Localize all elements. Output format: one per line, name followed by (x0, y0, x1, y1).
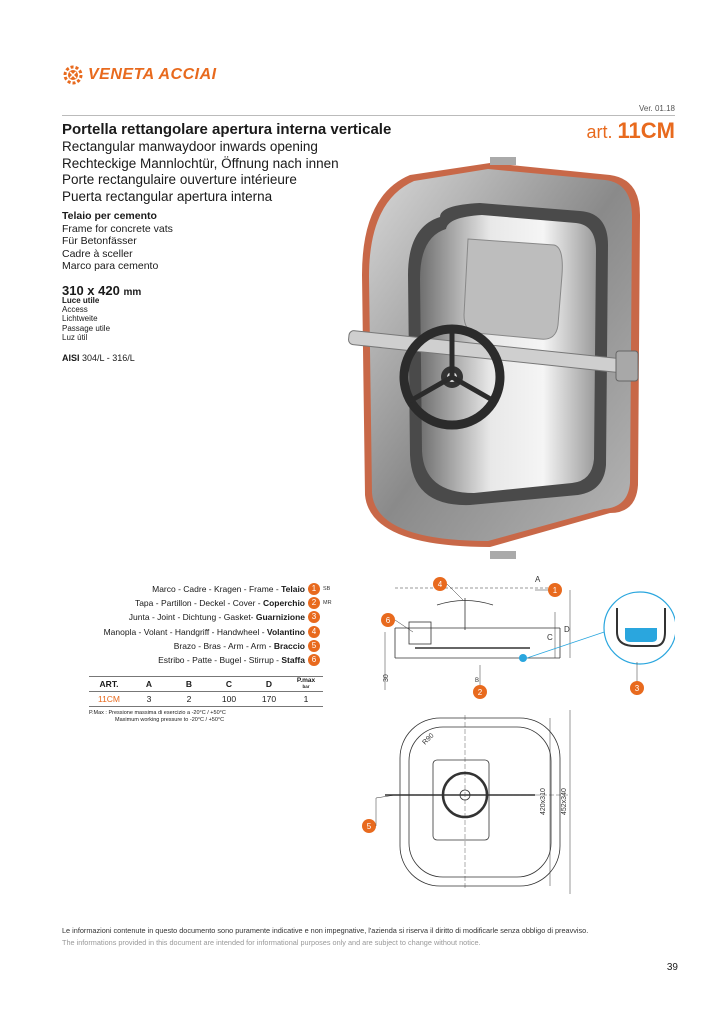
part-row (62, 596, 337, 610)
part-label (135, 598, 305, 608)
article-code (586, 118, 675, 144)
part-row (62, 610, 337, 624)
size-value: 310 x 420 (62, 283, 120, 298)
dim-label-a: A (535, 575, 541, 584)
access-line: Lichtweite (62, 314, 98, 324)
title-de: Rechteckige Mannlochtür, Öffnung nach innen (62, 155, 339, 171)
cell-c: 100 (209, 692, 249, 707)
part-suffix: SB (323, 586, 331, 593)
part-number-badge: 5 (308, 640, 320, 652)
dim-label-b: B (475, 678, 480, 684)
part-label (158, 655, 305, 665)
cell-pmax: 1 (289, 692, 323, 707)
part-name-it: Staffa (281, 655, 305, 666)
part-names: Estribo - Patte - Bugel - Stirrup - (158, 655, 282, 666)
frame-line: Cadre à sceller (62, 247, 133, 260)
part-number-badge: 1 (308, 583, 320, 595)
part-label (129, 612, 305, 622)
part-names: Junta - Joint - Dichtung - Gasket- (128, 612, 256, 623)
part-label (174, 641, 305, 651)
part-name-it: Telaio (281, 584, 305, 595)
pmax-unit: bar (302, 684, 310, 689)
gasket-detail-drawing (604, 592, 675, 664)
version-label: Ver. 01.18 (638, 104, 675, 113)
dim-label-c: C (547, 633, 553, 642)
part-suffix: MR (323, 600, 332, 607)
parts-list (62, 582, 337, 667)
part-row (62, 625, 337, 639)
part-names: Brazo - Bras - Arm - Arm - (173, 640, 274, 651)
disclaimer-it: Le informazioni contenute in questo documento sono puramente indicative e non impegnative, l'azienda si riserva il diritto di modificarle senza obbligo di preavviso. (62, 926, 589, 935)
cell-b: 2 (169, 692, 209, 707)
col-header: A (129, 677, 169, 692)
cell-d: 170 (249, 692, 289, 707)
col-header-pmax (289, 677, 323, 692)
callout-2-text: 2 (477, 688, 483, 697)
part-name-it: Guarnizione (255, 612, 305, 623)
part-label (104, 627, 305, 637)
col-header: ART. (89, 677, 129, 692)
dimensions-table (89, 676, 323, 707)
frame-line: Für Betonfässer (62, 235, 137, 247)
part-label (152, 584, 305, 594)
title-es: Puerta rectangular apertura interna (62, 188, 273, 204)
access-line: Access (62, 305, 88, 315)
material-spec (62, 353, 135, 363)
table-row (89, 692, 323, 707)
part-names: Tapa - Partillon - Deckel - Cover - (134, 598, 263, 609)
gear-logo-icon (62, 64, 84, 86)
part-names: Manopla - Volant - Handgriff - Handwheel - (103, 626, 267, 637)
col-header: D (249, 677, 289, 692)
part-row (62, 639, 337, 653)
part-number-badge: 2 (308, 597, 320, 609)
table-header-row (89, 677, 323, 692)
aisi-value: 304/L - 316/L (82, 353, 135, 363)
callout-5-text: 5 (366, 822, 372, 831)
callout-4-text: 4 (437, 580, 443, 589)
part-names: Marco - Cadre - Kragen - Frame - (152, 584, 282, 595)
gasket-highlight (519, 654, 527, 662)
dim-label-30: 30 (383, 674, 390, 682)
title-it: Portella rettangolare apertura interna verticale (62, 121, 392, 138)
callout-3-text: 3 (634, 684, 640, 693)
product-photo (340, 155, 660, 560)
pressure-note (89, 710, 226, 723)
callout-numbers (367, 580, 640, 831)
col-header: C (209, 677, 249, 692)
part-name-it: Braccio (273, 640, 305, 651)
article-number: 11CM (617, 118, 675, 143)
part-number-badge: 3 (308, 611, 320, 623)
part-name-it: Coperchio (262, 598, 305, 609)
header-divider (62, 115, 675, 116)
frame-type (62, 210, 173, 273)
article-prefix: art. (586, 122, 613, 142)
radius-label: R90 (421, 732, 436, 747)
technical-drawings (355, 570, 675, 900)
cell-a: 3 (129, 692, 169, 707)
frame-line: Frame for concrete vats (62, 222, 173, 235)
access-labels (62, 296, 110, 342)
disclaimer-en: The informations provided in this document are intended for informational purposes only and are subject to change without notice. (62, 938, 481, 947)
dim-label-d: D (564, 625, 570, 634)
dim-label-outer: 452x340 (561, 788, 568, 815)
pressure-note-en: Maximum working pressure to -20°C / +50°C (115, 716, 225, 723)
callout-6-text: 6 (385, 616, 391, 625)
side-section-drawing (385, 588, 570, 690)
brand-logo (62, 64, 217, 86)
part-row (62, 653, 337, 667)
cell-art: 11CM (89, 692, 129, 707)
brand-name: VENETA ACCIAI (88, 66, 217, 83)
part-number-badge: 4 (308, 626, 320, 638)
pressure-note-it: P.Max : Pressione massima di esercizio a -20°C / +50°C (89, 710, 226, 716)
size-unit: mm (123, 287, 142, 298)
access-line: Luz útil (62, 332, 88, 342)
callout-leaders (376, 584, 637, 826)
dim-label-inner: 420x310 (540, 788, 547, 815)
access-line: Passage utile (62, 323, 111, 333)
frame-heading: Telaio per cemento (62, 210, 157, 222)
page-number: 39 (666, 962, 678, 973)
part-row (62, 582, 337, 596)
col-header: B (169, 677, 209, 692)
part-name-it: Volantino (266, 626, 305, 637)
title-fr: Porte rectangulaire ouverture intérieure (62, 172, 297, 187)
part-number-badge: 6 (308, 654, 320, 666)
aisi-label: AISI (62, 353, 80, 363)
pmax-label: P.max (296, 677, 316, 684)
callout-1-text: 1 (552, 586, 558, 595)
title-en: Rectangular manwaydoor inwards opening (62, 139, 318, 154)
frame-line: Marco para cemento (62, 260, 159, 272)
access-heading: Luce utile (62, 296, 100, 305)
